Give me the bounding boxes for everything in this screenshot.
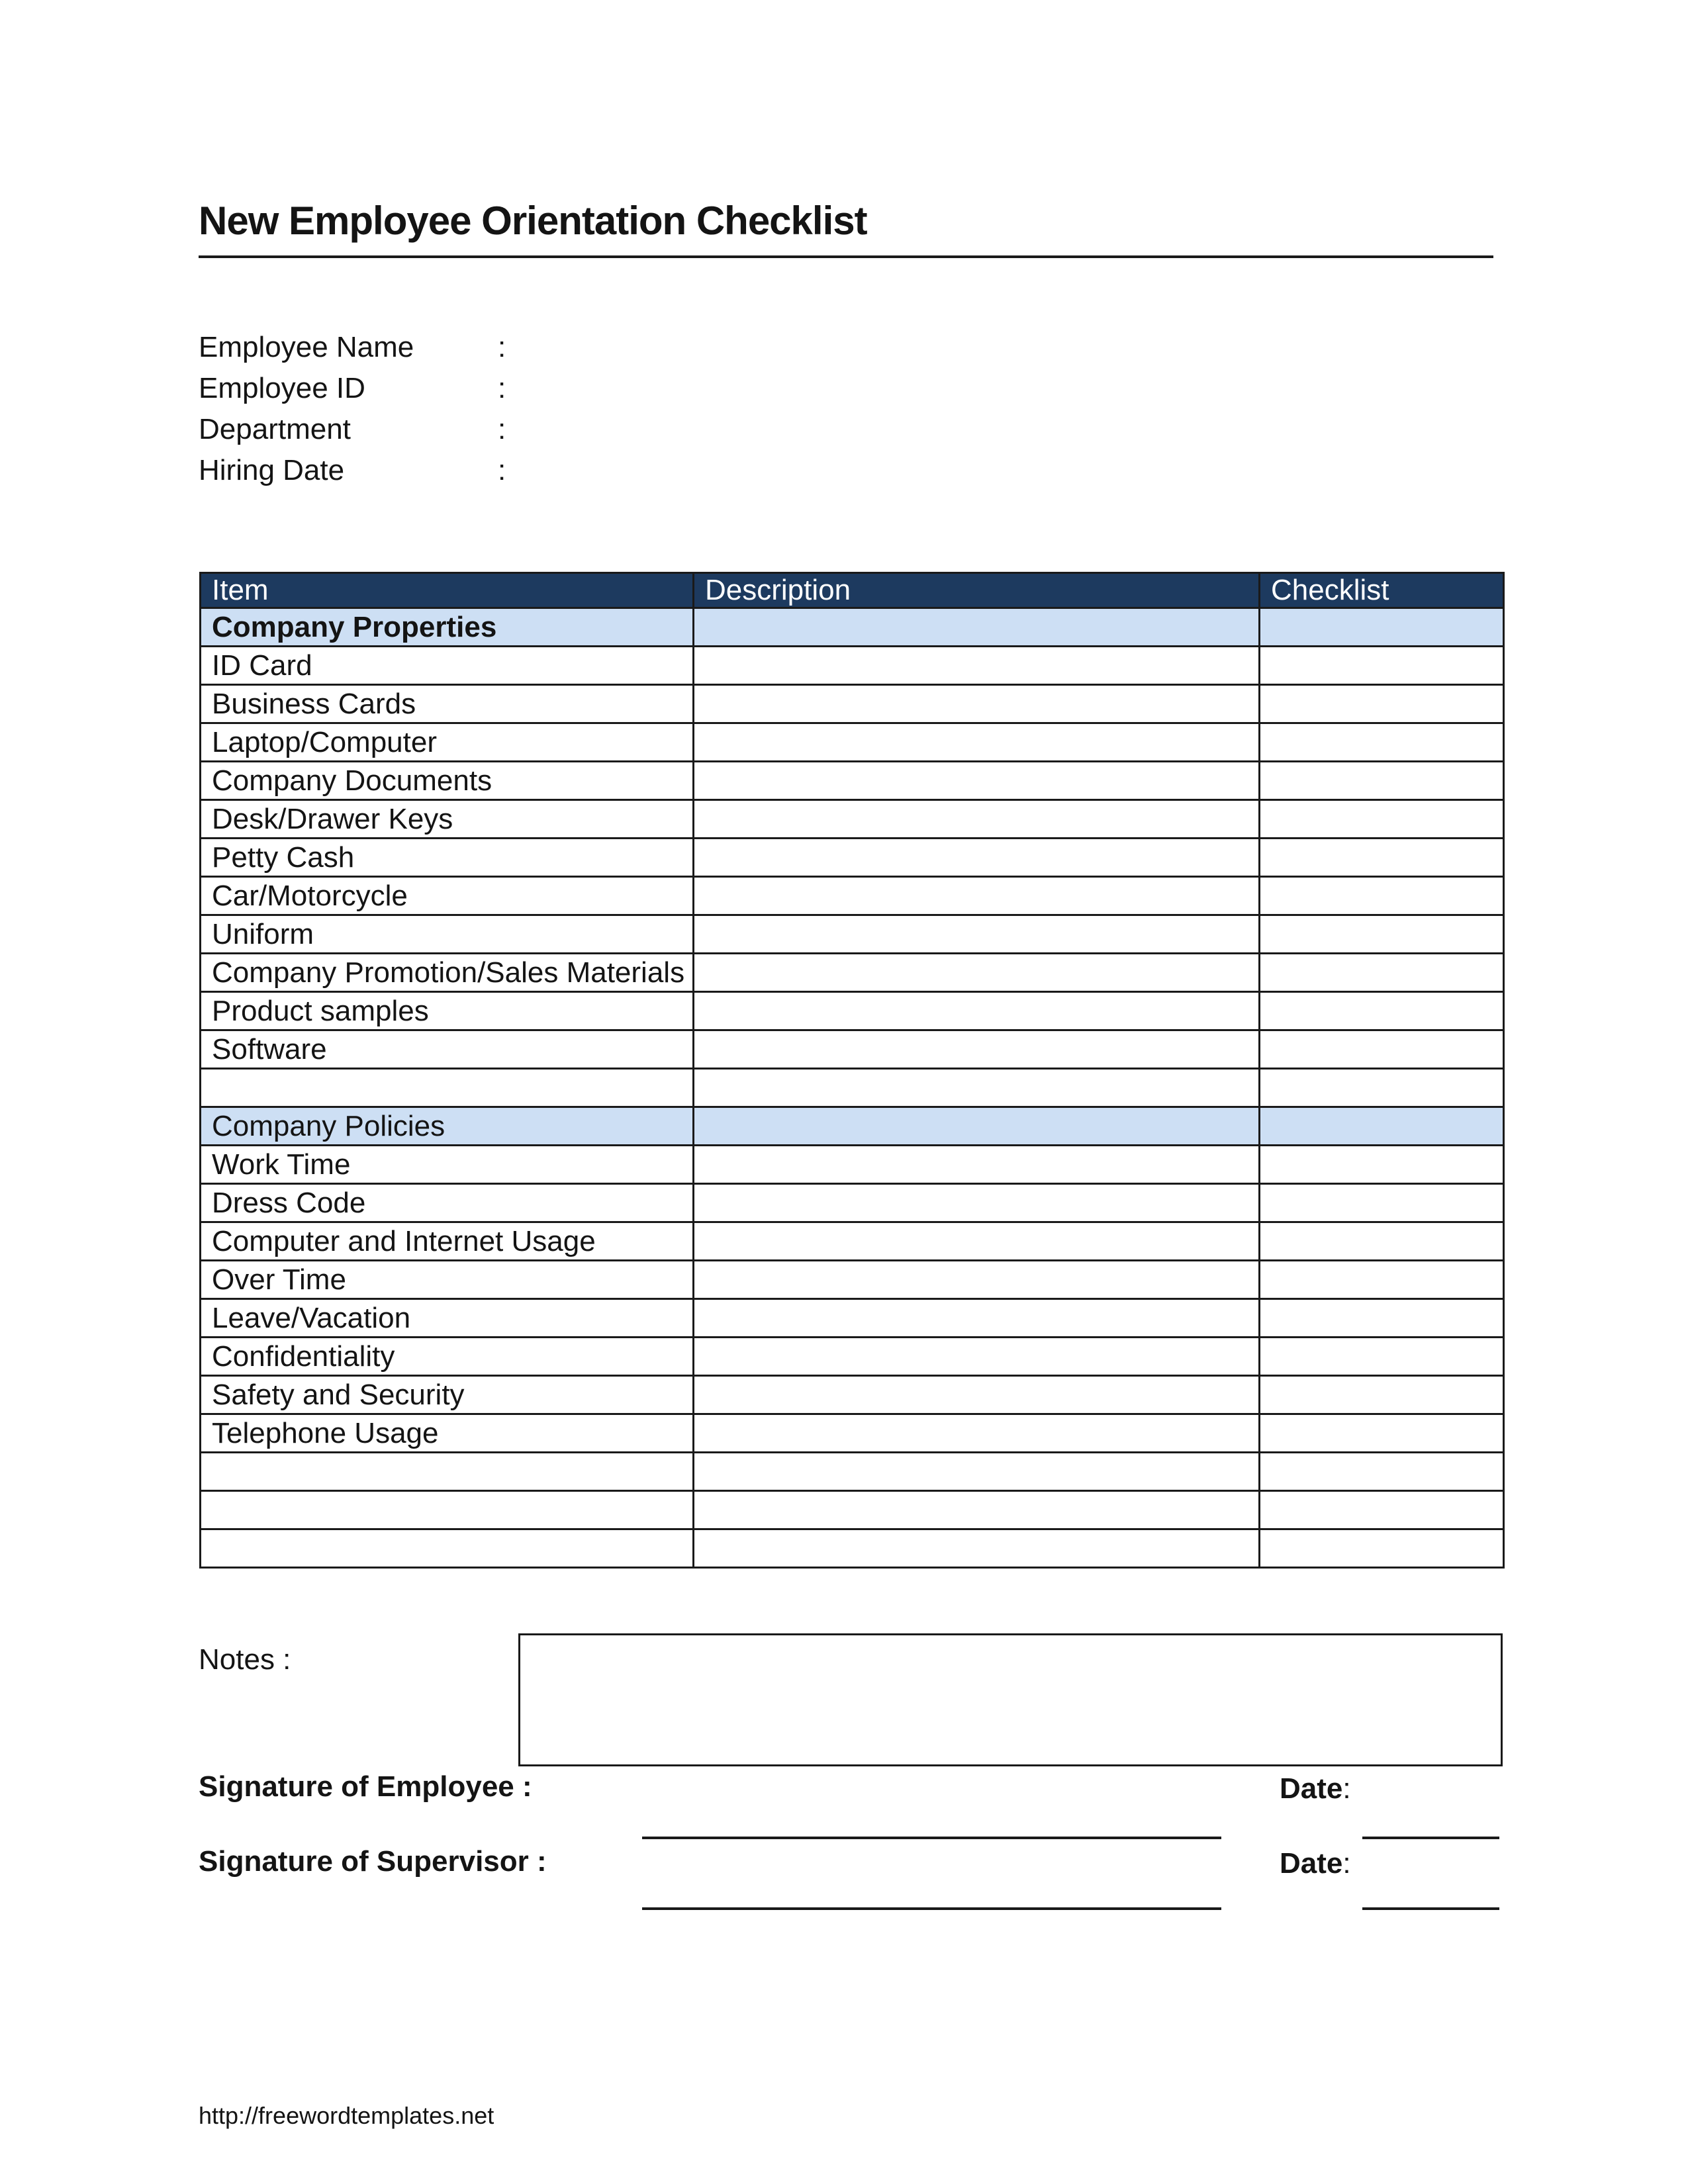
description-cell — [694, 915, 1260, 954]
item-cell: Confidentiality — [201, 1338, 694, 1376]
table-row — [201, 723, 1504, 762]
checklist-cell — [1260, 1184, 1504, 1222]
checklist-cell — [1260, 1414, 1504, 1453]
employee-field-row — [199, 450, 794, 491]
item-cell — [201, 1453, 694, 1491]
item-cell: Uniform — [201, 915, 694, 954]
table-row — [201, 877, 1504, 915]
description-cell — [694, 647, 1260, 685]
description-cell — [694, 1107, 1260, 1146]
employee-field-colon: : — [498, 454, 506, 486]
table-row — [201, 1184, 1504, 1222]
supervisor-date-row — [1280, 1845, 1351, 1882]
employee-field-label: Employee Name — [199, 331, 414, 363]
table-row — [201, 1299, 1504, 1338]
description-cell — [694, 992, 1260, 1030]
section-header-row — [201, 1107, 1504, 1146]
description-cell — [694, 762, 1260, 800]
item-cell: Leave/Vacation — [201, 1299, 694, 1338]
checklist-cell — [1260, 647, 1504, 685]
table-header-row — [201, 573, 1504, 608]
checklist-cell — [1260, 762, 1504, 800]
footer-url: http://freewordtemplates.net — [199, 2102, 494, 2129]
date-colon: : — [1342, 1772, 1351, 1805]
item-cell: Product samples — [201, 992, 694, 1030]
employee-field-colon: : — [498, 413, 506, 445]
table-row — [201, 992, 1504, 1030]
employee-field-colon: : — [498, 331, 506, 363]
description-cell — [694, 1222, 1260, 1261]
description-cell — [694, 1529, 1260, 1568]
description-cell — [694, 1453, 1260, 1491]
empty-table-row — [201, 1453, 1504, 1491]
employee-signature-line — [642, 1837, 1221, 1839]
description-cell — [694, 1261, 1260, 1299]
section-header-row — [201, 608, 1504, 647]
item-cell: Safety and Security — [201, 1376, 694, 1414]
checklist-cell — [1260, 1491, 1504, 1529]
item-cell: ID Card — [201, 647, 694, 685]
signature-of-supervisor-label: Signature of Supervisor : — [199, 1845, 547, 1878]
checklist-table — [199, 572, 1505, 1569]
table-row — [201, 839, 1504, 877]
column-header-description: Description — [694, 573, 1260, 608]
description-cell — [694, 1414, 1260, 1453]
employee-field-label: Employee ID — [199, 372, 365, 404]
table-row — [201, 1030, 1504, 1069]
table-row — [201, 800, 1504, 839]
description-cell — [694, 1146, 1260, 1184]
table-row — [201, 685, 1504, 723]
table-row — [201, 1338, 1504, 1376]
table-row — [201, 915, 1504, 954]
table-row — [201, 954, 1504, 992]
item-cell: Dress Code — [201, 1184, 694, 1222]
checklist-cell — [1260, 723, 1504, 762]
description-cell — [694, 608, 1260, 647]
signature-of-employee-label: Signature of Employee : — [199, 1770, 532, 1803]
description-cell — [694, 1030, 1260, 1069]
table-row — [201, 762, 1504, 800]
item-cell: Desk/Drawer Keys — [201, 800, 694, 839]
supervisor-signature-line — [642, 1907, 1221, 1910]
description-cell — [694, 1069, 1260, 1107]
table-row — [201, 1146, 1504, 1184]
item-cell: Business Cards — [201, 685, 694, 723]
checklist-cell — [1260, 1529, 1504, 1568]
description-cell — [694, 685, 1260, 723]
item-cell: Computer and Internet Usage — [201, 1222, 694, 1261]
checklist-cell — [1260, 1146, 1504, 1184]
column-header-checklist: Checklist — [1260, 573, 1504, 608]
employee-field-label: Hiring Date — [199, 454, 345, 486]
checklist-cell — [1260, 877, 1504, 915]
item-cell: Company Promotion/Sales Materials — [201, 954, 694, 992]
employee-date-line — [1362, 1837, 1499, 1839]
checklist-cell — [1260, 1261, 1504, 1299]
empty-table-row — [201, 1069, 1504, 1107]
date-label: Date — [1280, 1772, 1343, 1805]
item-cell — [201, 1069, 694, 1107]
date-colon: : — [1342, 1847, 1351, 1880]
employee-field-label: Department — [199, 413, 351, 445]
item-cell: Company Properties — [201, 608, 694, 647]
description-cell — [694, 877, 1260, 915]
description-cell — [694, 800, 1260, 839]
item-cell — [201, 1491, 694, 1529]
checklist-cell — [1260, 800, 1504, 839]
description-cell — [694, 954, 1260, 992]
notes-box — [518, 1633, 1503, 1766]
employee-info-section — [199, 327, 794, 491]
employee-field-row — [199, 327, 794, 368]
item-cell: Telephone Usage — [201, 1414, 694, 1453]
checklist-cell — [1260, 1069, 1504, 1107]
description-cell — [694, 839, 1260, 877]
table-row — [201, 1261, 1504, 1299]
employee-field-row — [199, 409, 794, 450]
item-cell: Petty Cash — [201, 839, 694, 877]
checklist-cell — [1260, 608, 1504, 647]
date-label: Date — [1280, 1847, 1343, 1880]
item-cell: Company Documents — [201, 762, 694, 800]
table-row — [201, 1222, 1504, 1261]
notes-label: Notes : — [199, 1643, 291, 1676]
item-cell: Work Time — [201, 1146, 694, 1184]
checklist-cell — [1260, 685, 1504, 723]
item-cell: Over Time — [201, 1261, 694, 1299]
employee-date-row — [1280, 1770, 1351, 1807]
description-cell — [694, 723, 1260, 762]
checklist-cell — [1260, 1222, 1504, 1261]
description-cell — [694, 1338, 1260, 1376]
description-cell — [694, 1376, 1260, 1414]
checklist-cell — [1260, 1030, 1504, 1069]
checklist-cell — [1260, 839, 1504, 877]
table-row — [201, 1414, 1504, 1453]
item-cell: Software — [201, 1030, 694, 1069]
checklist-cell — [1260, 915, 1504, 954]
table-row — [201, 1376, 1504, 1414]
empty-table-row — [201, 1529, 1504, 1568]
column-header-item: Item — [201, 573, 694, 608]
checklist-cell — [1260, 1338, 1504, 1376]
checklist-cell — [1260, 1453, 1504, 1491]
checklist-cell — [1260, 1376, 1504, 1414]
item-cell: Car/Motorcycle — [201, 877, 694, 915]
table-row — [201, 647, 1504, 685]
item-cell: Laptop/Computer — [201, 723, 694, 762]
description-cell — [694, 1299, 1260, 1338]
checklist-cell — [1260, 954, 1504, 992]
supervisor-date-line — [1362, 1907, 1499, 1910]
employee-field-row — [199, 368, 794, 409]
description-cell — [694, 1491, 1260, 1529]
item-cell: Company Policies — [201, 1107, 694, 1146]
empty-table-row — [201, 1491, 1504, 1529]
item-cell — [201, 1529, 694, 1568]
page-title: New Employee Orientation Checklist — [199, 199, 867, 243]
checklist-cell — [1260, 1107, 1504, 1146]
checklist-cell — [1260, 1299, 1504, 1338]
checklist-cell — [1260, 992, 1504, 1030]
employee-field-colon: : — [498, 372, 506, 404]
title-underline — [199, 255, 1493, 258]
description-cell — [694, 1184, 1260, 1222]
